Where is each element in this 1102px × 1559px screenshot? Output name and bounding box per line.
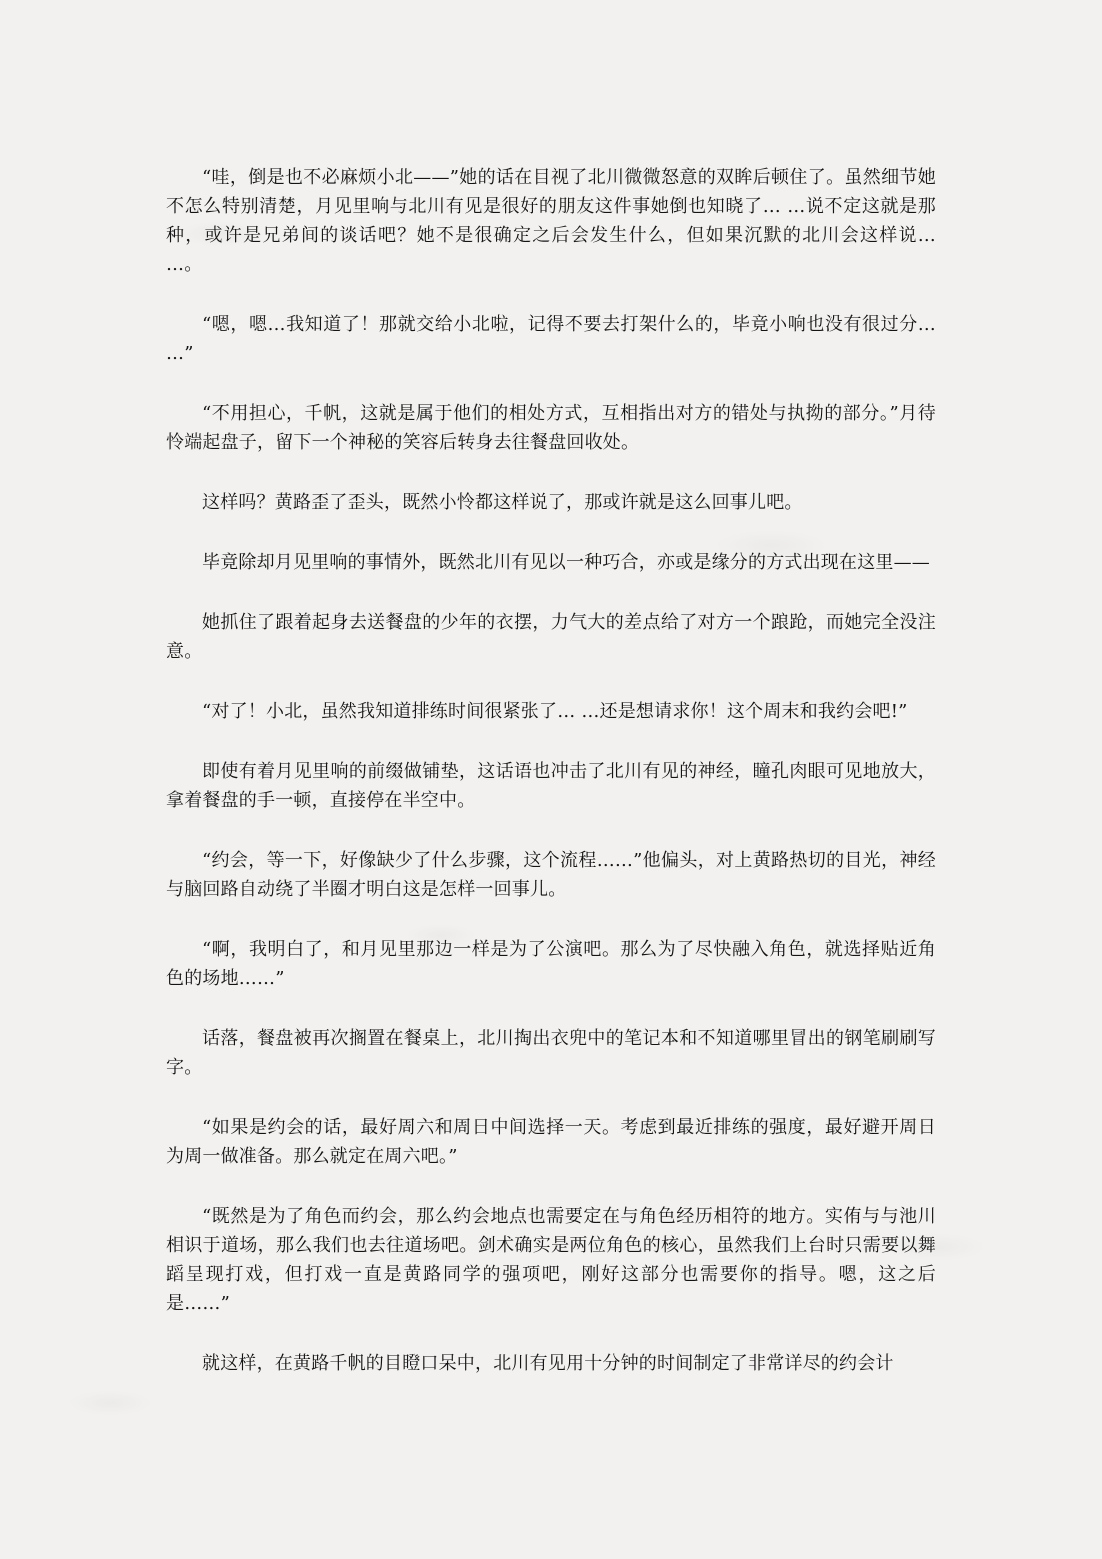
paragraph-4: 这样吗？黄路歪了歪头，既然小怜都这样说了，那或许就是这么回事儿吧。 — [202, 492, 803, 513]
paragraph-13: “既然是为了角色而约会，那么约会地点也需要定在与角色经历相符的地方。实侑与与池川相识于道场，那么我们也去往道场吧。剑术确实是两位角色的核心，虽然我们上台时只需要以舞蹈呈现打戏，但打戏一直是黄路同学的强项吧，刚好这部分也需要你的指导。嗯，这之后是……” — [166, 1206, 936, 1314]
paragraph-10: “啊，我明白了，和月见里那边一样是为了公演吧。那么为了尽快融入角色，就选择贴近角色的场地……” — [166, 939, 936, 989]
paragraph-8: 即使有着月见里响的前缀做铺垫，这话语也冲击了北川有见的神经，瞳孔肉眼可见地放大，拿着餐盘的手一顿，直接停在半空中。 — [166, 761, 936, 811]
paragraph-6: 她抓住了跟着起身去送餐盘的少年的衣摆，力气大的差点给了对方一个踉跄，而她完全没注意。 — [166, 612, 936, 662]
paragraph-11: 话落，餐盘被再次搁置在餐桌上，北川掏出衣兜中的笔记本和不知道哪里冒出的钢笔刷刷写字。 — [166, 1028, 936, 1078]
paragraph-9: “约会，等一下，好像缺少了什么步骤，这个流程……”他偏头，对上黄路热切的目光，神经与脑回路自动绕了半圈才明白这是怎样一回事儿。 — [166, 850, 936, 900]
paragraph-1: “哇，倒是也不必麻烦小北——”她的话在目视了北川微微怒意的双眸后顿住了。虽然细节她不怎么特别清楚，月见里响与北川有见是很好的朋友这件事她倒也知晓了… …说不定这就是那种，或许是兄弟间的谈话吧？她不是很确定之后会发生什么，但如果沉默的北川会这样说… …。 — [166, 167, 936, 275]
paragraph-14: 就这样，在黄路千帆的目瞪口呆中，北川有见用十分钟的时间制定了非常详尽的约会计 — [202, 1353, 894, 1374]
paragraph-12: “如果是约会的话，最好周六和周日中间选择一天。考虑到最近排练的强度，最好避开周日为周一做准备。那么就定在周六吧。” — [166, 1117, 936, 1167]
paragraph-3: “不用担心，千帆，这就是属于他们的相处方式，互相指出对方的错处与执拗的部分。”月待怜端起盘子，留下一个神秘的笑容后转身去往餐盘回收处。 — [166, 403, 936, 453]
document-page — [166, 163, 936, 1463]
paragraph-2: “嗯，嗯…我知道了！那就交给小北啦，记得不要去打架什么的，毕竟小响也没有很过分… …” — [166, 314, 936, 364]
paragraph-7: “对了！小北，虽然我知道排练时间很紧张了… …还是想请求你！这个周末和我约会吧!” — [202, 701, 908, 722]
paragraph-5: 毕竟除却月见里响的事情外，既然北川有见以一种巧合，亦或是缘分的方式出现在这里—— — [202, 552, 930, 573]
